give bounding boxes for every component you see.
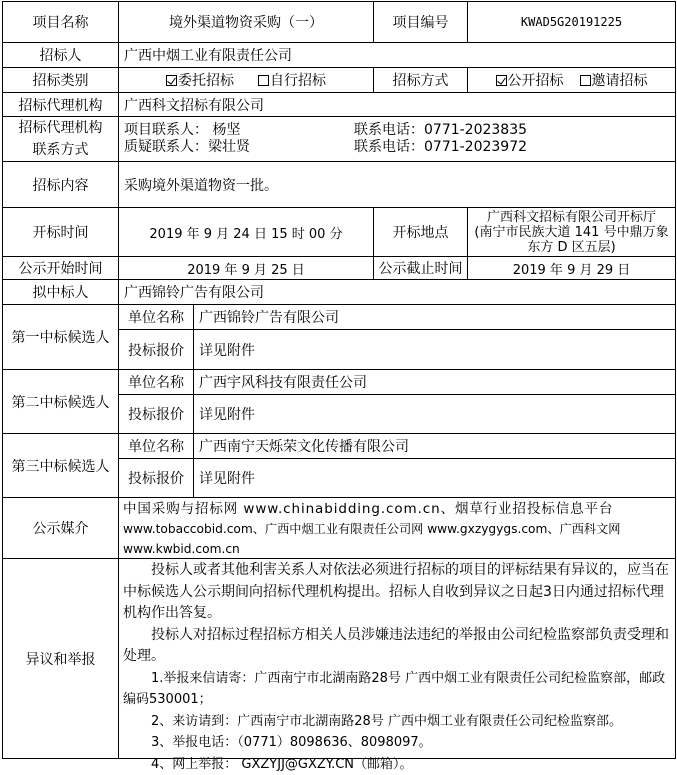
content-label: 招标内容 bbox=[3, 162, 118, 207]
option-self[interactable] bbox=[258, 70, 326, 90]
candidate-price-value: 详见附件 bbox=[194, 459, 675, 497]
objection-paragraph: 投标人对招标过程招标方相关人员涉嫌违法违纪的举报由公司纪检监察部负责受理和处理。 bbox=[123, 625, 671, 668]
contact-phone: 联系电话：0771-2023835 bbox=[354, 122, 527, 139]
candidate-label: 第二中标候选人 bbox=[3, 370, 118, 433]
option-label: 公开招标 bbox=[508, 73, 564, 89]
query-contact: 质疑联系人：梁壮贤 bbox=[124, 139, 250, 156]
place-line: 广西科文招标有限公司开标厅 bbox=[487, 210, 656, 225]
method-label: 招标方式 bbox=[374, 68, 467, 92]
contact-label-line: 招标代理机构 bbox=[19, 117, 103, 139]
objection-paragraph: 投标人或者其他利害关系人对依法必须进行招标的项目的评标结果有异议的，应当在中标候选人公示期间向招标代理机构提出。招标人自收到异议之日起3日内通过招标代理机构作出答复。 bbox=[123, 560, 671, 625]
checkbox-empty-icon[interactable] bbox=[580, 75, 591, 86]
opening-time-label: 开标时间 bbox=[3, 208, 118, 256]
project-code-label: 项目编号 bbox=[374, 2, 467, 42]
candidate-label: 第一中标候选人 bbox=[3, 305, 118, 369]
tenderer-value: 广西中烟工业有限责任公司 bbox=[119, 43, 675, 67]
agency-value: 广西科文招标有限公司 bbox=[119, 93, 675, 116]
project-code-value: KWAD5G20191225 bbox=[468, 2, 675, 42]
category-options bbox=[119, 68, 373, 92]
tenderer-label: 招标人 bbox=[3, 43, 118, 67]
contact-persons bbox=[119, 117, 349, 161]
project-contact: 项目联系人： 杨坚 bbox=[124, 122, 240, 139]
media-line: 中国采购与招标网 www.chinabidding.com.cn、烟草行业招投标信息平台 bbox=[123, 499, 671, 519]
option-label: 邀请招标 bbox=[592, 73, 648, 89]
contact-label bbox=[3, 117, 118, 161]
publicity-end-label: 公示截止时间 bbox=[374, 257, 467, 279]
candidate-unit-value: 广西南宁天烁荣文化传播有限公司 bbox=[194, 434, 675, 458]
agency-label: 招标代理机构 bbox=[3, 93, 118, 116]
report-item: 2、来访请到：广西南宁市北湖南路28号 广西中烟工业有限责任公司纪检监察部。 bbox=[123, 711, 671, 733]
place-line: 东方 D 区五层) bbox=[527, 240, 615, 255]
media-label: 公示媒介 bbox=[3, 498, 118, 558]
column-divider bbox=[675, 1, 676, 759]
contact-label-line: 联系方式 bbox=[33, 139, 89, 161]
candidate-price-value: 详见附件 bbox=[194, 395, 675, 433]
candidate-price-value: 详见附件 bbox=[194, 330, 675, 369]
project-name-label: 项目名称 bbox=[3, 2, 118, 42]
checkbox-checked-icon[interactable] bbox=[166, 75, 177, 86]
media-line: www.tobaccobid.com、广西中烟工业有限责任公司网 www.gxzygygs.com、广西科文网 bbox=[123, 519, 671, 539]
opening-place-value bbox=[468, 208, 675, 256]
objection-content bbox=[123, 560, 671, 775]
candidate-unit-value: 广西锦铃广告有限公司 bbox=[194, 305, 675, 329]
contact-phone: 联系电话：0771-2023972 bbox=[354, 139, 527, 156]
candidate-price-label: 投标报价 bbox=[119, 395, 193, 433]
candidate-unit-value: 广西宇风科技有限责任公司 bbox=[194, 370, 675, 394]
method-options bbox=[468, 68, 675, 92]
option-invite[interactable] bbox=[580, 70, 648, 90]
report-item: 4、网上举报： GXZYJJ@GXZY.CN（邮箱）。 bbox=[123, 754, 671, 775]
place-line: (南宁市民族大道 141 号中鼎万象 bbox=[474, 225, 668, 240]
contact-phones bbox=[350, 117, 675, 161]
candidate-unit-label: 单位名称 bbox=[119, 370, 193, 394]
category-label: 招标类别 bbox=[3, 68, 118, 92]
objection-label: 异议和举报 bbox=[3, 559, 118, 758]
proposed-winner-label: 拟中标人 bbox=[3, 280, 118, 304]
publicity-start-label: 公示开始时间 bbox=[3, 257, 118, 279]
option-label: 自行招标 bbox=[270, 73, 326, 89]
content-value: 采购境外渠道物资一批。 bbox=[119, 162, 675, 207]
report-item: 3、举报电话：（0771）8098636、8098097。 bbox=[123, 732, 671, 754]
candidate-label: 第三中标候选人 bbox=[3, 434, 118, 497]
media-line: www.kwbid.com.cn bbox=[123, 539, 671, 559]
option-open[interactable] bbox=[496, 70, 564, 90]
project-name-value: 境外渠道物资采购（一） bbox=[119, 2, 373, 42]
checkbox-checked-icon[interactable] bbox=[496, 75, 507, 86]
media-value bbox=[123, 499, 671, 559]
candidate-price-label: 投标报价 bbox=[119, 459, 193, 497]
report-item: 1.举报来信请寄：广西南宁市北湖南路28号 广西中烟工业有限责任公司纪检监察部，邮政编码530001； bbox=[123, 668, 671, 711]
publicity-end-value: 2019 年 9 月 29 日 bbox=[468, 257, 675, 279]
candidate-price-label: 投标报价 bbox=[119, 330, 193, 369]
opening-time-value: 2019 年 9 月 24 日 15 时 00 分 bbox=[119, 208, 373, 256]
option-label: 委托招标 bbox=[178, 73, 234, 89]
proposed-winner-value: 广西锦铃广告有限公司 bbox=[119, 280, 675, 304]
publicity-start-value: 2019 年 9 月 25 日 bbox=[119, 257, 373, 279]
candidate-unit-label: 单位名称 bbox=[119, 434, 193, 458]
opening-place-label: 开标地点 bbox=[374, 208, 467, 256]
candidate-unit-label: 单位名称 bbox=[119, 305, 193, 329]
option-entrusted[interactable] bbox=[166, 70, 234, 90]
checkbox-empty-icon[interactable] bbox=[258, 75, 269, 86]
